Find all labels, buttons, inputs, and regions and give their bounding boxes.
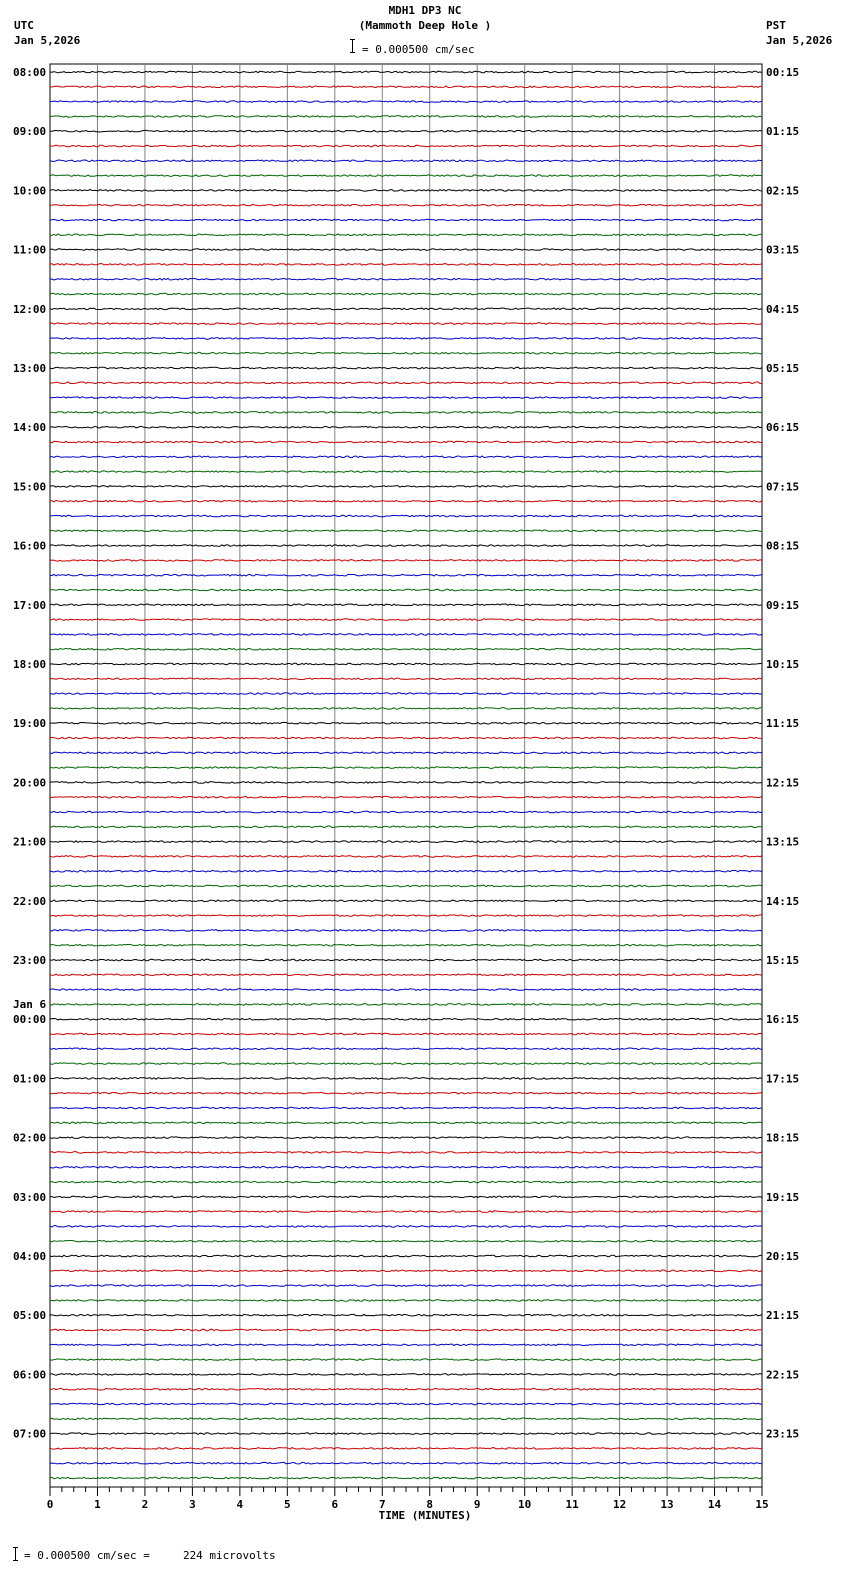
pst-hour-label: 11:15 xyxy=(766,717,800,731)
seismic-trace xyxy=(50,367,762,369)
plot-frame xyxy=(50,64,762,1487)
pst-hour-label: 23:15 xyxy=(766,1427,800,1441)
seismic-trace xyxy=(50,1063,762,1065)
seismic-trace xyxy=(50,130,762,132)
seismic-trace xyxy=(50,752,762,754)
x-tick-label: 12 xyxy=(612,1498,627,1511)
seismic-trace xyxy=(50,811,762,813)
seismic-trace xyxy=(50,663,762,665)
pst-hour-label: 16:15 xyxy=(766,1013,800,1027)
seismic-trace xyxy=(50,249,762,251)
pst-hour-label: 12:15 xyxy=(766,776,800,790)
seismic-trace xyxy=(50,145,762,147)
seismic-trace xyxy=(50,1226,762,1228)
seismic-trace xyxy=(50,412,762,414)
utc-hour-label: 20:00 xyxy=(13,776,47,790)
seismic-trace xyxy=(50,1418,762,1420)
x-axis-label: TIME (MINUTES) xyxy=(378,1509,472,1522)
utc-hour-label: 01:00 xyxy=(13,1072,47,1086)
seismic-trace xyxy=(50,101,762,103)
pst-hour-label: 01:15 xyxy=(766,125,800,139)
seismic-trace xyxy=(50,1270,762,1272)
seismic-trace xyxy=(50,974,762,976)
seismic-trace xyxy=(50,1078,762,1080)
seismic-trace xyxy=(50,634,762,636)
pst-hour-label: 04:15 xyxy=(766,302,800,316)
x-tick-label: 3 xyxy=(189,1498,196,1511)
seismic-trace xyxy=(50,175,762,177)
seismic-trace xyxy=(50,1255,762,1257)
day-change-label: Jan 6 xyxy=(13,998,47,1012)
utc-hour-label: 04:00 xyxy=(13,1250,47,1263)
seismic-trace xyxy=(50,619,762,621)
utc-zone-label: UTC xyxy=(14,19,34,32)
footer-scale-label: = 0.000500 cm/sec = 224 microvolts xyxy=(24,1549,276,1562)
x-tick-label: 11 xyxy=(565,1498,579,1511)
seismic-trace xyxy=(50,1374,762,1376)
seismic-trace xyxy=(50,456,762,458)
utc-hour-label: 22:00 xyxy=(13,894,47,908)
seismic-trace xyxy=(50,1004,762,1006)
seismic-trace xyxy=(50,900,762,902)
utc-hour-label: 10:00 xyxy=(13,184,47,198)
seismic-trace xyxy=(50,1196,762,1198)
pst-hour-label: 19:15 xyxy=(766,1190,800,1204)
pst-hour-label: 07:15 xyxy=(766,480,800,494)
seismic-trace xyxy=(50,678,762,680)
seismic-trace xyxy=(50,870,762,872)
x-tick-label: 5 xyxy=(284,1498,291,1511)
seismic-trace xyxy=(50,1359,762,1361)
seismic-trace xyxy=(50,1152,762,1154)
seismic-trace xyxy=(50,1329,762,1331)
pst-hour-label: 17:15 xyxy=(766,1072,800,1086)
seismic-trace xyxy=(50,1166,762,1168)
seismic-trace xyxy=(50,826,762,828)
seismic-trace xyxy=(50,515,762,517)
utc-date-label: Jan 5,2026 xyxy=(14,34,81,47)
pst-hour-label: 15:15 xyxy=(766,954,800,967)
pst-hour-label: 02:15 xyxy=(766,184,800,198)
seismic-trace xyxy=(50,930,762,932)
pst-hour-label: 13:15 xyxy=(766,835,800,849)
seismic-trace xyxy=(50,382,762,384)
seismic-trace xyxy=(50,293,762,295)
seismic-trace xyxy=(50,86,762,88)
utc-hour-label: 12:00 xyxy=(13,302,47,316)
x-tick-label: 4 xyxy=(236,1498,244,1511)
seismic-trace xyxy=(50,944,762,946)
seismic-trace xyxy=(50,1388,762,1390)
pst-hour-label: 08:15 xyxy=(766,539,800,553)
seismic-trace xyxy=(50,397,762,399)
pst-hour-label: 05:15 xyxy=(766,362,800,375)
x-tick-label: 13 xyxy=(660,1498,674,1511)
seismic-trace xyxy=(50,1344,762,1346)
pst-zone-label: PST xyxy=(766,19,786,32)
utc-hour-label: 09:00 xyxy=(13,125,47,139)
utc-hour-label: 23:00 xyxy=(13,954,47,967)
utc-hour-label: 13:00 xyxy=(13,362,47,375)
utc-hour-label: 02:00 xyxy=(13,1131,47,1145)
x-tick-label: 0 xyxy=(46,1498,54,1511)
station-location: (Mammoth Deep Hole ) xyxy=(358,19,492,32)
seismic-trace xyxy=(50,1403,762,1405)
seismic-trace xyxy=(50,737,762,739)
seismic-trace xyxy=(50,604,762,606)
utc-hour-label: 16:00 xyxy=(13,539,47,553)
seismic-trace xyxy=(50,1033,762,1035)
seismic-trace xyxy=(50,219,762,221)
seismic-trace xyxy=(50,782,762,784)
seismic-trace xyxy=(50,471,762,473)
utc-hour-label: 06:00 xyxy=(13,1368,47,1382)
seismic-trace xyxy=(50,545,762,547)
x-tick-label: 9 xyxy=(473,1498,481,1511)
seismic-trace xyxy=(50,1092,762,1094)
seismic-trace xyxy=(50,204,762,206)
pst-hour-label: 10:15 xyxy=(766,658,800,671)
x-tick-label: 1 xyxy=(94,1498,101,1511)
x-tick-label: 7 xyxy=(378,1498,386,1511)
seismic-trace xyxy=(50,796,762,798)
seismic-trace xyxy=(50,1448,762,1450)
seismic-trace xyxy=(50,530,762,532)
seismic-trace xyxy=(50,308,762,310)
x-tick-label: 2 xyxy=(141,1498,149,1511)
x-tick-label: 14 xyxy=(707,1498,722,1511)
x-tick-label: 8 xyxy=(426,1498,434,1511)
seismic-trace xyxy=(50,856,762,858)
seismic-trace xyxy=(50,486,762,488)
seismic-trace xyxy=(50,352,762,354)
seismic-trace xyxy=(50,1285,762,1287)
seismic-trace xyxy=(50,1048,762,1050)
seismic-trace xyxy=(50,693,762,695)
pst-hour-label: 14:15 xyxy=(766,894,800,908)
seismic-trace xyxy=(50,648,762,650)
seismic-trace xyxy=(50,278,762,280)
utc-hour-label: 11:00 xyxy=(13,243,47,257)
utc-hour-label: 15:00 xyxy=(13,480,47,494)
seismic-trace xyxy=(50,323,762,325)
seismic-trace xyxy=(50,574,762,576)
utc-hour-label: 05:00 xyxy=(13,1309,47,1323)
pst-hour-label: 18:15 xyxy=(766,1131,800,1145)
seismic-trace xyxy=(50,190,762,192)
seismic-trace xyxy=(50,1300,762,1302)
seismic-trace xyxy=(50,589,762,591)
pst-hour-label: 21:15 xyxy=(766,1309,800,1323)
utc-hour-label: 19:00 xyxy=(13,717,47,731)
station-title: MDH1 DP3 NC xyxy=(388,4,462,17)
utc-hour-label: 17:00 xyxy=(13,598,47,612)
pst-hour-label: 00:15 xyxy=(766,66,800,79)
seismic-trace xyxy=(50,441,762,443)
seismic-trace xyxy=(50,1211,762,1213)
seismic-trace xyxy=(50,1314,762,1316)
utc-hour-label: 14:00 xyxy=(13,421,47,435)
seismic-trace xyxy=(50,234,762,236)
pst-hour-label: 03:15 xyxy=(766,243,800,257)
seismic-trace xyxy=(50,989,762,991)
pst-hour-label: 20:15 xyxy=(766,1250,800,1263)
utc-hour-label: 21:00 xyxy=(13,835,47,849)
seismic-trace xyxy=(50,71,762,73)
seismic-trace xyxy=(50,885,762,887)
seismic-trace xyxy=(50,959,762,961)
pst-hour-label: 22:15 xyxy=(766,1368,800,1382)
scale-label: = 0.000500 cm/sec xyxy=(362,43,475,56)
seismic-trace xyxy=(50,500,762,502)
utc-hour-label: 08:00 xyxy=(13,66,47,79)
pst-hour-label: 06:15 xyxy=(766,421,800,435)
seismic-trace xyxy=(50,1181,762,1183)
seismic-trace xyxy=(50,1107,762,1109)
seismic-trace xyxy=(50,1122,762,1124)
utc-hour-label: 03:00 xyxy=(13,1190,47,1204)
seismic-trace xyxy=(50,160,762,162)
seismic-trace xyxy=(50,1477,762,1479)
seismic-trace xyxy=(50,264,762,266)
seismic-trace xyxy=(50,338,762,340)
seismic-trace xyxy=(50,1018,762,1020)
seismic-trace xyxy=(50,116,762,118)
pst-date-label: Jan 5,2026 xyxy=(766,34,833,47)
x-tick-label: 10 xyxy=(518,1498,532,1511)
seismic-trace xyxy=(50,1137,762,1139)
pst-hour-label: 09:15 xyxy=(766,598,800,612)
x-tick-label: 15 xyxy=(755,1498,769,1511)
seismic-trace xyxy=(50,915,762,917)
seismic-trace xyxy=(50,708,762,710)
seismic-trace xyxy=(50,1433,762,1435)
utc-hour-label: 00:00 xyxy=(13,1013,47,1027)
seismic-trace xyxy=(50,1462,762,1464)
seismic-trace xyxy=(50,426,762,428)
seismic-trace xyxy=(50,1240,762,1242)
seismic-trace xyxy=(50,767,762,769)
seismic-trace xyxy=(50,560,762,562)
x-tick-label: 6 xyxy=(331,1498,339,1511)
utc-hour-label: 07:00 xyxy=(13,1427,47,1441)
footer-scale-bar-icon xyxy=(15,1547,16,1561)
seismic-trace xyxy=(50,722,762,724)
utc-hour-label: 18:00 xyxy=(13,658,47,671)
seismic-trace xyxy=(50,841,762,843)
